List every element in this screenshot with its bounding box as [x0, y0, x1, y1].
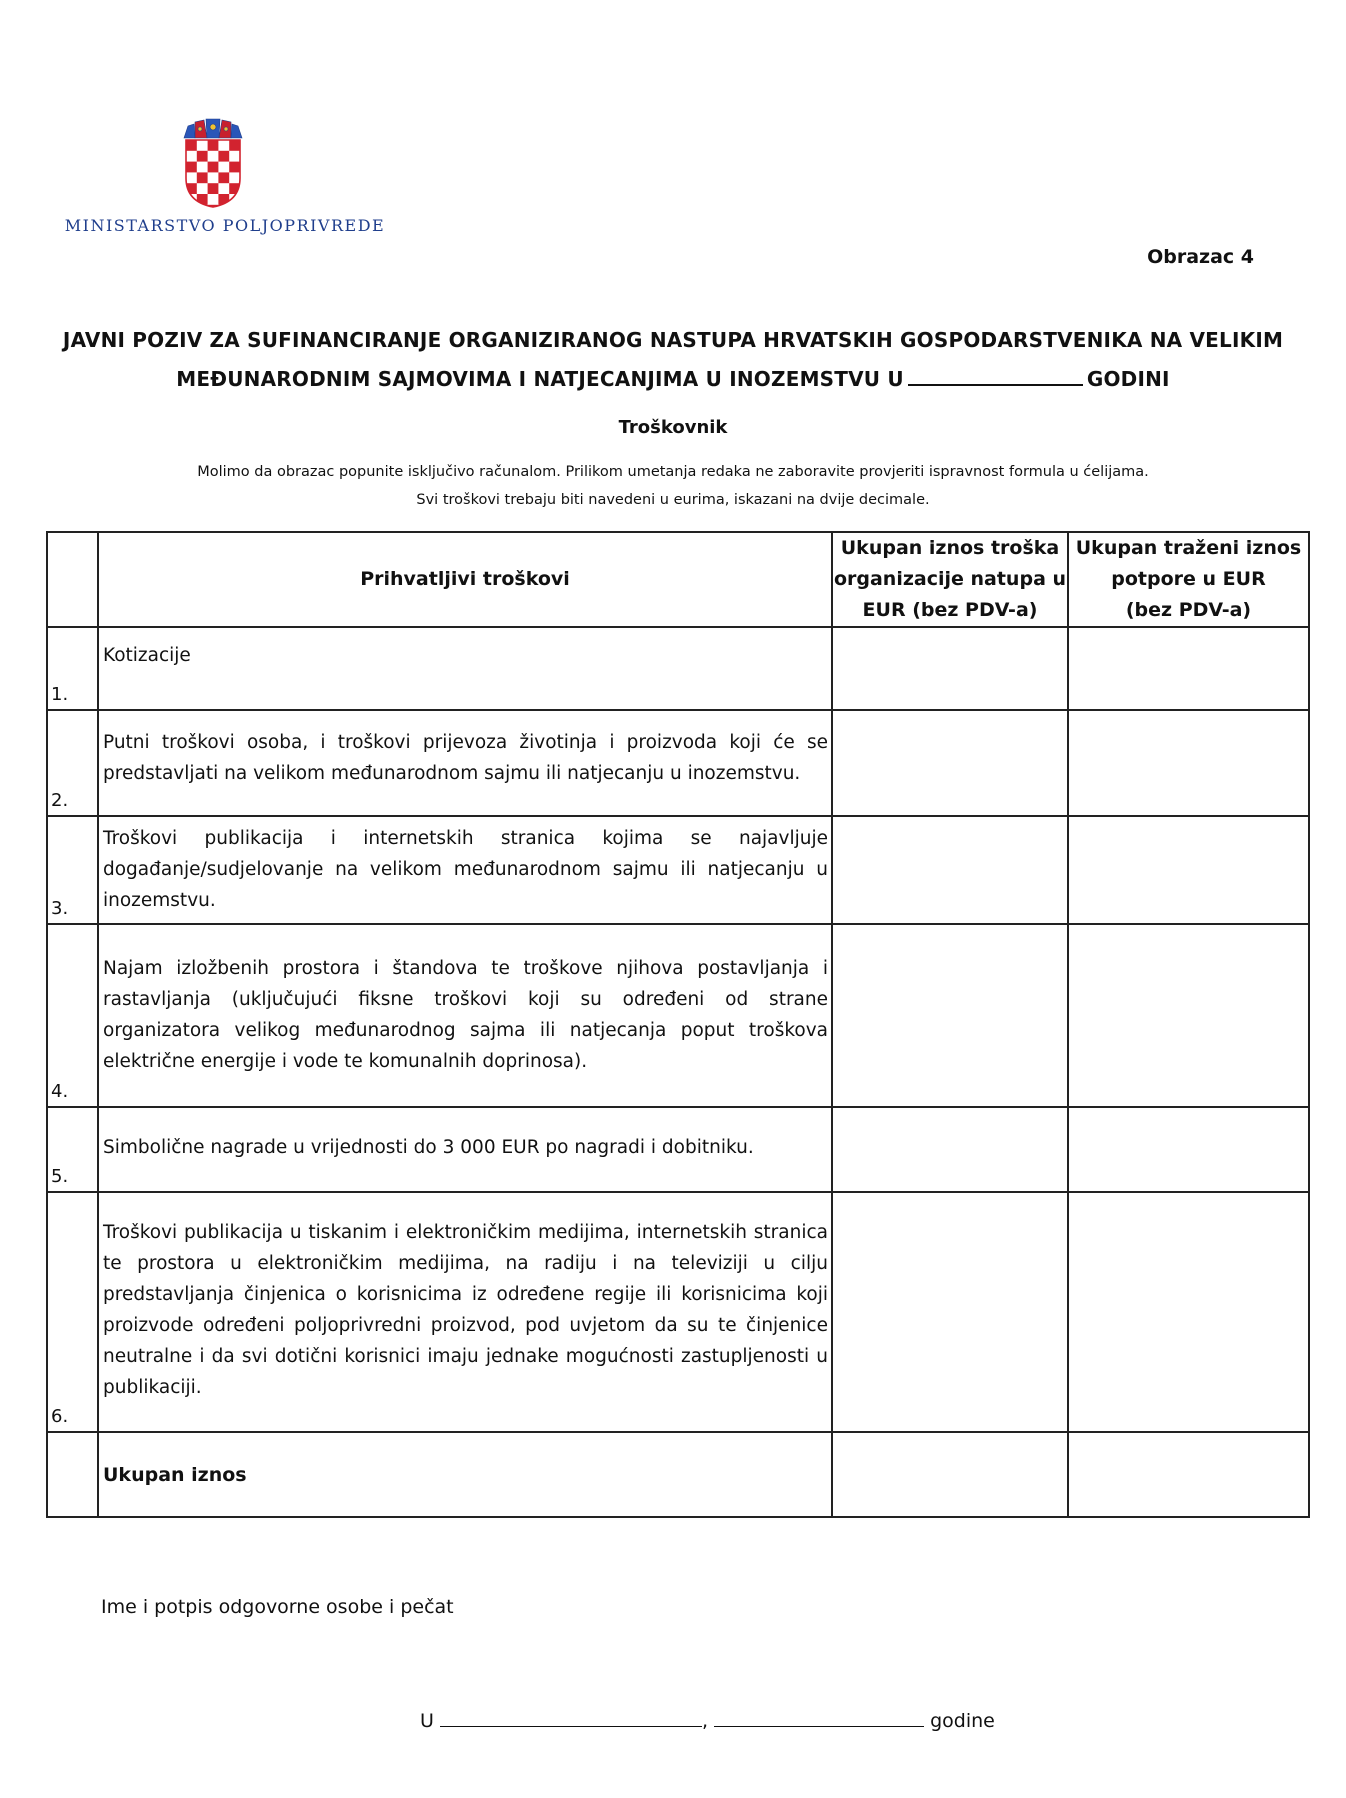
row-number: 6. [47, 1192, 98, 1432]
requested-support-input-cell[interactable] [1068, 627, 1309, 710]
year-blank-line[interactable] [908, 364, 1083, 386]
total-num-cell [47, 1432, 98, 1517]
requested-support-input-cell[interactable] [1068, 1192, 1309, 1432]
document-title-line1: JAVNI POZIV ZA SUFINANCIRANJE ORGANIZIRANOG NASTUPA HRVATSKIH GOSPODARSTVENIKA NA VELIKIM [62, 328, 1284, 352]
ministry-name: MINISTARSTVO POLJOPRIVREDE [64, 216, 386, 235]
instruction-note-line2: Svi troškovi trebaju biti navedeni u eurima, iskazani na dvije decimale. [416, 492, 930, 508]
place-prefix: U [420, 1710, 434, 1732]
row-description: Putni troškovi osoba, i troškovi prijevoza životinja i proizvoda koji će se predstavljati na velikom međunarodnom sajmu ili natjecanju u inozemstvu. [98, 710, 832, 816]
place-date-line [420, 1706, 1020, 1732]
grand-total-support-cell[interactable] [1068, 1432, 1309, 1517]
place-blank-line[interactable] [440, 1706, 702, 1727]
comma: , [701, 1710, 709, 1732]
signature-label: Ime i potpis odgovorne osobe i pečat [101, 1596, 454, 1618]
year-suffix: godine [930, 1710, 995, 1732]
grand-total-cost-cell[interactable] [832, 1432, 1068, 1517]
croatian-coat-of-arms-icon [182, 118, 244, 208]
document-title-line2 [0, 364, 1346, 391]
row-number: 3. [47, 816, 98, 924]
row-description: Najam izložbenih prostora i štandova te troškove njihova postavljanja i rastavljanja (uključujući fiksne troškovi koji su određeni od strane organizatora velikog međunarodnog sajma ili natjecanja poput troškova električne energije i vode te komunalnih doprinosa). [98, 924, 832, 1107]
document-subtitle: Troškovnik [618, 417, 728, 438]
row-description: Simbolične nagrade u vrijednosti do 3 000 EUR po nagradi i dobitniku. [98, 1107, 832, 1192]
table-row [47, 816, 1309, 924]
title-line2-after: GODINI [1086, 367, 1170, 391]
requested-support-input-cell[interactable] [1068, 1107, 1309, 1192]
header-requested-support: Ukupan traženi iznos potpore u EUR (bez PDV-a) [1068, 532, 1309, 627]
header-eligible-costs: Prihvatljivi troškovi [98, 532, 832, 627]
table-row [47, 1107, 1309, 1192]
total-cost-input-cell[interactable] [832, 1107, 1068, 1192]
total-cost-input-cell[interactable] [832, 924, 1068, 1107]
total-cost-input-cell[interactable] [832, 816, 1068, 924]
row-description: Troškovi publikacija i internetskih stranica kojima se najavljuje događanje/sudjelovanje na velikom međunarodnom sajmu ili natjecanju u inozemstvu. [98, 816, 832, 924]
date-blank-line[interactable] [714, 1706, 924, 1727]
table-row [47, 1192, 1309, 1432]
table-header-row [47, 532, 1309, 627]
instruction-note-line1: Molimo da obrazac popunite isključivo računalom. Prilikom umetanja redaka ne zaboravite provjeriti ispravnost formula u ćelijama. [197, 464, 1149, 480]
cost-table [46, 531, 1310, 1518]
requested-support-input-cell[interactable] [1068, 710, 1309, 816]
total-cost-input-cell[interactable] [832, 1192, 1068, 1432]
requested-support-input-cell[interactable] [1068, 924, 1309, 1107]
row-number: 4. [47, 924, 98, 1107]
header-total-organisation-cost: Ukupan iznos troška organizacije natupa u EUR (bez PDV-a) [832, 532, 1068, 627]
row-description: Kotizacije [98, 627, 832, 710]
row-number: 1. [47, 627, 98, 710]
ministry-logo [55, 118, 395, 238]
table-row [47, 924, 1309, 1107]
table-row [47, 627, 1309, 710]
table-row [47, 710, 1309, 816]
row-number: 5. [47, 1107, 98, 1192]
total-cost-input-cell[interactable] [832, 627, 1068, 710]
row-number: 2. [47, 710, 98, 816]
total-row [47, 1432, 1309, 1517]
title-line2-before: MEĐUNARODNIM SAJMOVIMA I NATJECANJIMA U INOZEMSTVU U [176, 367, 904, 391]
row-description: Troškovi publikacija u tiskanim i elektroničkim medijima, internetskih stranica te prostora u elektroničkim medijima, na radiju i na televiziji u cilju predstavljanja činjenica o korisnicima iz određene regije ili korisnicima koji proizvode određeni poljoprivredni proizvod, pod uvjetom da su te činjenice neutralne i da svi dotični korisnici imaju jednake mogućnosti zastupljenosti u publikaciji. [98, 1192, 832, 1432]
form-number: Obrazac 4 [1147, 246, 1254, 268]
total-label: Ukupan iznos [98, 1432, 832, 1517]
requested-support-input-cell[interactable] [1068, 816, 1309, 924]
total-cost-input-cell[interactable] [832, 710, 1068, 816]
header-num-cell [47, 532, 98, 627]
